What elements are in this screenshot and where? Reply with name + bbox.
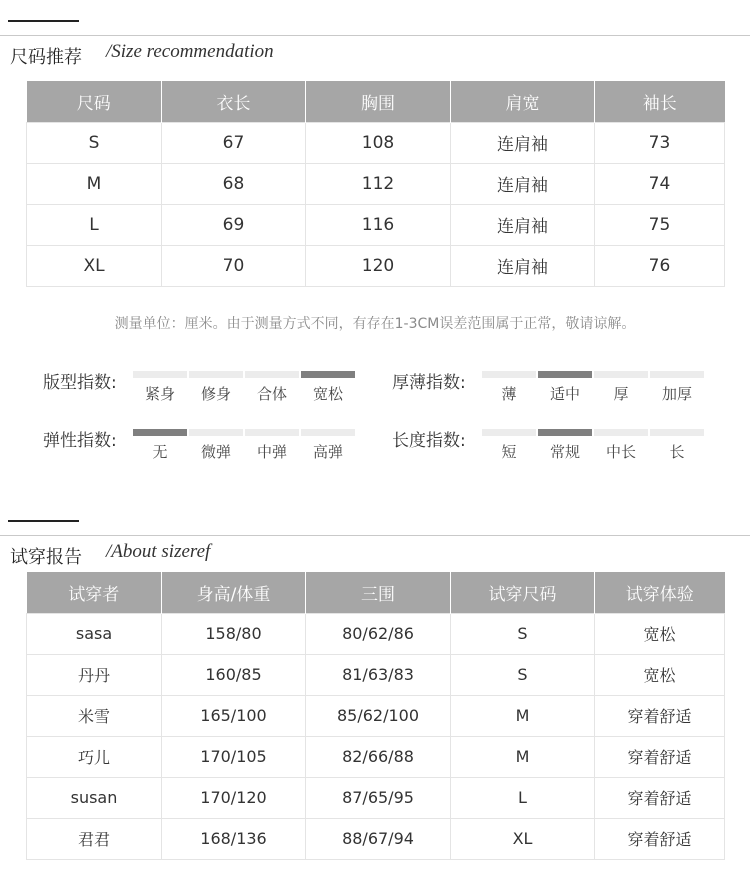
table-cell: 君君	[27, 818, 162, 859]
table-cell: S	[451, 654, 595, 695]
table-cell: 连肩袖	[451, 245, 595, 286]
elasticity-option: 无	[133, 429, 187, 462]
table-cell: XL	[27, 245, 162, 286]
tryon-section-subtitle: /About sizeref	[106, 541, 211, 562]
section-accent-line	[8, 520, 79, 522]
column-header: 试穿者	[27, 572, 162, 613]
length-index-label: 长度指数:	[392, 431, 466, 451]
table-cell: sasa	[27, 613, 162, 654]
table-cell: 穿着舒适	[595, 777, 725, 818]
column-header: 三围	[306, 572, 451, 613]
table-cell: 穿着舒适	[595, 818, 725, 859]
table-row	[27, 654, 725, 695]
table-cell: 165/100	[162, 695, 306, 736]
elasticity-option: 微弹	[189, 429, 243, 462]
table-cell: 宽松	[595, 654, 725, 695]
length-index-scale	[482, 429, 704, 462]
table-cell: S	[451, 613, 595, 654]
section-accent-line	[8, 20, 79, 22]
fit-option: 宽松	[301, 371, 355, 404]
table-cell: 73	[595, 122, 725, 163]
table-row	[27, 777, 725, 818]
size-table-header	[27, 81, 725, 122]
table-cell: 67	[162, 122, 306, 163]
thickness-index-scale	[482, 371, 704, 404]
table-row	[27, 613, 725, 654]
table-cell: 88/67/94	[306, 818, 451, 859]
table-cell: 连肩袖	[451, 163, 595, 204]
table-cell: S	[27, 122, 162, 163]
size-section-title: 尺码推荐	[10, 47, 82, 68]
table-row	[27, 736, 725, 777]
table-cell: M	[451, 695, 595, 736]
column-header: 试穿尺码	[451, 572, 595, 613]
table-cell: 74	[595, 163, 725, 204]
length-option: 中长	[594, 429, 648, 462]
table-cell: 81/63/83	[306, 654, 451, 695]
table-cell: 108	[306, 122, 451, 163]
table-cell: susan	[27, 777, 162, 818]
column-header: 袖长	[595, 81, 725, 122]
table-row	[27, 245, 725, 286]
tryon-section-title: 试穿报告	[10, 547, 82, 568]
table-cell: 76	[595, 245, 725, 286]
table-cell: 巧儿	[27, 736, 162, 777]
thickness-option: 薄	[482, 371, 536, 404]
fit-index-label: 版型指数:	[43, 373, 117, 393]
length-option: 常规	[538, 429, 592, 462]
column-header: 衣长	[162, 81, 306, 122]
section-divider	[0, 35, 750, 36]
thickness-option: 适中	[538, 371, 592, 404]
fit-option: 紧身	[133, 371, 187, 404]
thickness-option: 加厚	[650, 371, 704, 404]
table-cell: 160/85	[162, 654, 306, 695]
table-row	[27, 122, 725, 163]
table-cell: 米雪	[27, 695, 162, 736]
table-cell: 158/80	[162, 613, 306, 654]
table-cell: 69	[162, 204, 306, 245]
table-cell: 70	[162, 245, 306, 286]
table-row	[27, 695, 725, 736]
table-cell: 85/62/100	[306, 695, 451, 736]
table-cell: 116	[306, 204, 451, 245]
table-cell: 112	[306, 163, 451, 204]
fit-index-scale	[133, 371, 355, 404]
table-cell: 丹丹	[27, 654, 162, 695]
elasticity-option: 高弹	[301, 429, 355, 462]
table-row	[27, 818, 725, 859]
table-cell: 宽松	[595, 613, 725, 654]
thickness-index-label: 厚薄指数:	[392, 373, 466, 393]
table-cell: M	[451, 736, 595, 777]
table-cell: 82/66/88	[306, 736, 451, 777]
table-cell: L	[451, 777, 595, 818]
table-cell: 75	[595, 204, 725, 245]
column-header: 尺码	[27, 81, 162, 122]
length-option: 长	[650, 429, 704, 462]
table-cell: 120	[306, 245, 451, 286]
table-cell: M	[27, 163, 162, 204]
table-cell: XL	[451, 818, 595, 859]
table-cell: 穿着舒适	[595, 695, 725, 736]
elasticity-index-scale	[133, 429, 355, 462]
table-row	[27, 204, 725, 245]
length-option: 短	[482, 429, 536, 462]
tryon-table	[26, 572, 725, 860]
thickness-option: 厚	[594, 371, 648, 404]
table-cell: 连肩袖	[451, 204, 595, 245]
elasticity-index-label: 弹性指数:	[43, 431, 117, 451]
elasticity-option: 中弹	[245, 429, 299, 462]
tryon-table-header	[27, 572, 725, 613]
size-table	[26, 81, 725, 287]
table-cell: 穿着舒适	[595, 736, 725, 777]
table-cell: 168/136	[162, 818, 306, 859]
table-cell: L	[27, 204, 162, 245]
measurement-note: 测量单位：厘米。由于测量方式不同，有存在1-3CM误差范围属于正常，敬请谅解。	[114, 316, 636, 332]
table-cell: 170/120	[162, 777, 306, 818]
fit-option: 合体	[245, 371, 299, 404]
column-header: 身高/体重	[162, 572, 306, 613]
table-cell: 170/105	[162, 736, 306, 777]
column-header: 肩宽	[451, 81, 595, 122]
fit-option: 修身	[189, 371, 243, 404]
table-cell: 连肩袖	[451, 122, 595, 163]
table-row	[27, 163, 725, 204]
column-header: 胸围	[306, 81, 451, 122]
size-section-subtitle: /Size recommendation	[106, 41, 274, 62]
column-header: 试穿体验	[595, 572, 725, 613]
table-cell: 80/62/86	[306, 613, 451, 654]
table-cell: 87/65/95	[306, 777, 451, 818]
table-cell: 68	[162, 163, 306, 204]
section-divider	[0, 535, 750, 536]
